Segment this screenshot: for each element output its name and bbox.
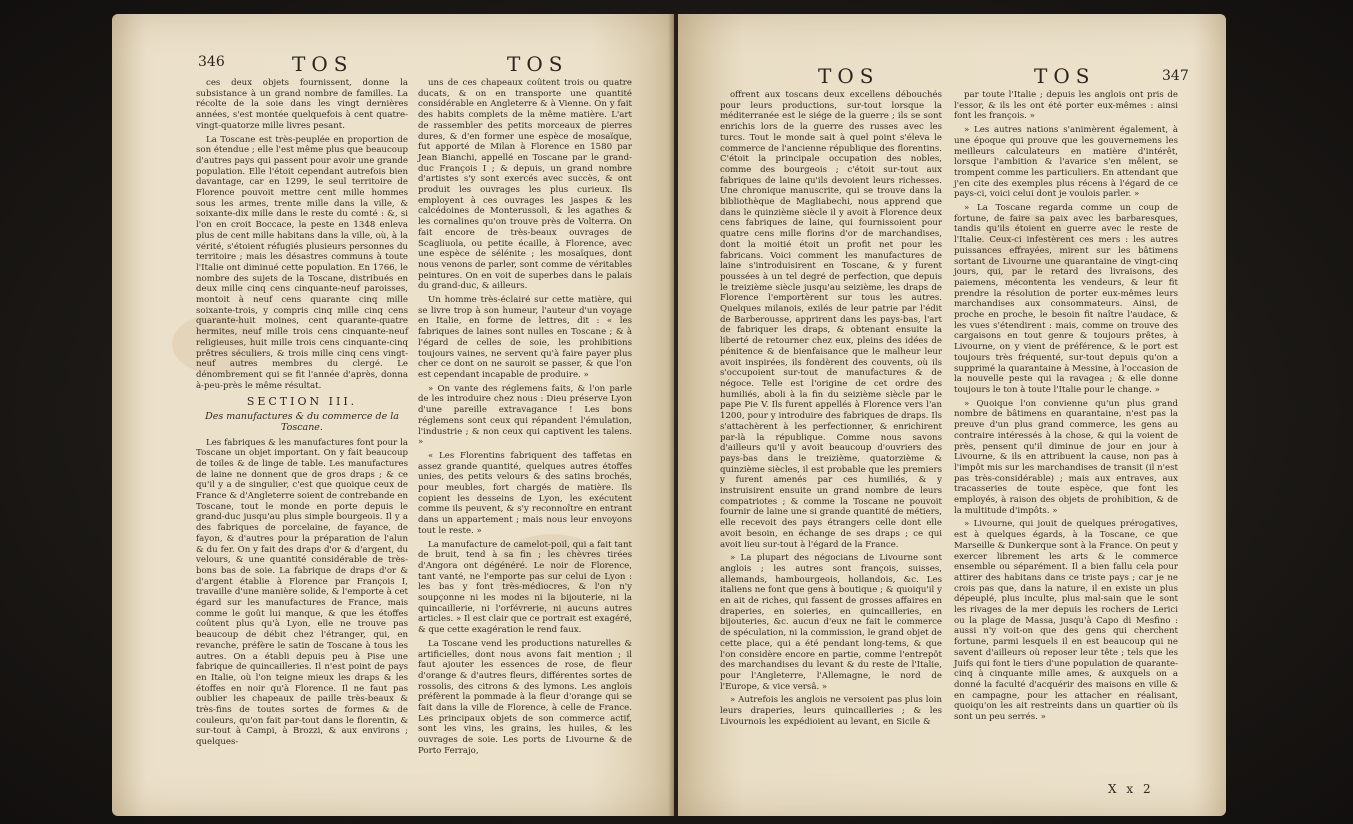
left-page-column-1 [196, 78, 408, 800]
paragraph: » Livourne, qui jouit de quelques prérogatives, est à quelques égards, à la Toscane, ce que Marseille & Dunkerque sont à la France. On peut y exercer librement les arts & le commerce ensemble ou séparément. Il a bien fallu cela pour attirer des habitans dans ce triste pays ; car je ne crois pas que, dans la nature, il en existe un plus dépeuplé, plus inculte, plus mal-sain que le sont les rivages de la mer depuis les rochers de Lerici ou la plage de Massa, jusqu'à Capo di Mesfino : aussi n'y voit-on que des gens qui cherchent fortune, parmi lesquels il en est beaucoup qui ne savent d'ailleurs où reposer leur tête ; tels que les Juifs qui font le tiers d'une population de quarante-cinq à cinquante mille ames, & auxquels on a donné la faculté d'acquérir des maisons en ville & en campagne, pour les attacher en réalisant, quoiqu'on les ait restreints dans un quartier où ils sont un peu serrés. » [954, 519, 1178, 723]
right-page-column-1 [720, 90, 942, 790]
section-subtitle: Des manufactures & du commerce de la Toscane. [205, 411, 399, 433]
running-head-col1: TOS [818, 64, 880, 88]
paragraph: Un homme très-éclairé sur cette matière, qui se livre trop à son humeur, l'auteur d'un voyage en Italie, en forme de lettres, dit : « les fabriques de laines sont nulles en Toscane ; & à l'égard de celles de soie, les prohibitions toujours vaines, ne servent qu'à faire payer plus cher ce dont on ne sauroit se passer, & que l'on est cependant incapable de produire. » [418, 295, 632, 380]
signature-mark: X x 2 [1108, 782, 1154, 796]
paragraph: ces deux objets fournissent, donne la subsistance à un grand nombre de familles. La récolte de la soie dans les vingt dernières années, s'est montée quelquefois à cent quatre-vingt-quatorze mille livres pesant. [196, 78, 408, 131]
paragraph: La Toscane vend les productions naturelles & artificielles, dont nous avons fait mention ; il faut ajouter les essences de rose, de fleur d'orange & d'autres fleurs, différentes sortes de rossolis, des citrons & des lymons. Les anglois préfèrent la pommade à la fleur d'orange qui se fait dans la ville de Florence, à celle de France. Les principaux objets de son commerce actif, sont les vins, les grains, les huiles, & les ouvrages de soie. Les ports de Livourne & de Porto Ferrajo, [418, 638, 632, 756]
paragraph: » On vante des réglemens faits, & l'on parle de les introduire chez nous : Dieu préserve Lyon d'une pareille extravagance ! Les bons réglemens sont ceux qui répandent l'émulation, l'industrie ; & non ceux qui captivent les talens. » [418, 383, 632, 448]
paragraph: offrent aux toscans deux excellens débouchés pour leurs productions, sur-tout lorsque la méditerranée est le siége de la guerre ; ils se sont enrichis lors de la guerre des russes avec les turcs. Tout le monde sait à quel point s'éleva le commerce de l'ancienne république des florentins. C'étoit la principale occupation des nobles, comme des bourgeois ; c'étoit sur-tout aux fabriques de laine qu'ils devoient leurs richesses. Une chronique manuscrite, qui se trouve dans la bibliothèque de Magliabechi, nous apprend que dans le quinzième siècle il y avoit à Florence deux cens fabriques de laine, qui fournissoient pour quatre cens mille florins d'or de marchandises, dont la moitié étoit un profit net pour les fabricans. Voici comment les manufactures de laine s'introduisirent en Toscane, & y furent poussées à un tel degré de perfection, que depuis le treizième siècle jusqu'au seizième, les draps de Florence l'emportèrent sur tous les autres. Quelques milanois, exilés de leur patrie par l'édit de Barberousse, apprirent dans les pays-bas, l'art de fabriquer les draps, & obtenant ensuite la liberté de retourner chez eux, pleins des idées de pénitence & de bienfaisance que le malheur leur avoit inspirées, ils fondèrent des couvents, où ils s'occupoient sur-tout de manufactures & de négoce. Telle est l'origine de cet ordre des humiliés, aboli à la fin du seizième siècle par le pape Pie V. Ils furent appellés à Florence vers l'an 1200, pour y introduire des fabriques de draps. Ils s'attachèrent à les perfectionner, & enrichirent par-là la république. Comme nous savons d'ailleurs qu'il y avoit beaucoup d'ouvriers des pays-bas dans le treizième, quatorzième & quinzième siècles, il est probable que les premiers y furent amenés par ces humiliés, & y instruisirent ensuite un grand nombre de leurs compatriotes ; & comme la Toscane ne pouvoit fournir de laine une si grande quantité de métiers, elle recevoit des pays étrangers celle dont elle avoit besoin, en échange de ses draps ; ce qui avoit lieu sur-tout à l'égard de la France. [720, 90, 942, 550]
paragraph: » Autrefois les anglois ne versoient pas plus loin leurs draperies, leurs quincailleries ; & les Livournois les expédioient au levant, en Sicile & [720, 695, 942, 727]
running-head-col2: TOS [507, 52, 569, 76]
paragraph: » Quoique l'on convienne qu'un plus grand nombre de bâtimens en quarantaine, n'est pas la preuve d'un plus grand commerce, les gens au contraire intéressés à la chose, & qui la voient de près, pensent qu'il diminue de jour en jour à Livourne, & ils en attribuent la cause, non pas à l'impôt mis sur les marchandises de transit (il n'est pas très-considérable) ; mais aux entraves, aux tracasseries de toute espèce, que font les employés, à raison des objets de prohibition, & de la multitude d'impôts. » [954, 398, 1178, 516]
paragraph: La Toscane est très-peuplée en proportion de son étendue ; elle l'est même plus que beaucoup d'autres pays qui passent pour avoir une grande population. Elle l'étoit cependant autrefois bien davantage, car en 1299, le seul territoire de Florence pouvoit mettre cent mille hommes sous les armes, trente mille dans la ville, & soixante-dix mille dans le reste du comté : &, si l'on en croit Boccace, la peste en 1348 enleva plus de cent mille habitans dans la ville, où, à la vérité, s'étoient réfugiés plusieurs personnes du territoire ; mais les désastres communs à toute l'Italie ont diminué cette population. En 1766, le nombre des sujets de la Toscane, distribués en deux mille cinq cens cinquante-neuf paroisses, montoit à neuf cens quarante cinq mille soixante-trois, y compris cinq mille cinq cens quarante-huit moines, cent quarante-quatre hermites, neuf mille trois cens cinquante-neuf religieuses, huit mille trois cens cinquante-cinq prêtres séculiers, & trois mille cinq cens vingt-neuf autres membres du clergé. Le dénombrement qui se fit l'année d'après, donna à-peu-près le même résultat. [196, 134, 408, 391]
page-number: 346 [198, 54, 225, 70]
running-head: TOS [292, 52, 354, 76]
paragraph: » La plupart des négocians de Livourne sont anglois ; les autres sont françois, suisses, allemands, hambourgeois, hollandois, &c. Les italiens ne font que gens à boutique ; & quoiqu'il y en ait de riches, qui fassent de grosses affaires en draperies, en soieries, en quincailleries, en bijouteries, &c. aucun d'eux ne fait le commerce de spéculation, ni la commission, le grand objet de cette place, qui a été pendant long-tems, & que l'on considère encore en partie, comme l'entrepôt des marchandises du levant & du reste de l'Italie, pour l'Angleterre, l'Allemagne, le nord de l'Europe, & vice versâ. » [720, 553, 942, 692]
paragraph: » La Toscane regarda comme un coup de fortune, de faire sa paix avec les barbaresques, tandis qu'ils étoient en guerre avec le reste de l'Italie. Ceux-ci infestèrent ces mers : les autres puissances effrayées, mirent sur les bâtimens sortant de Livourne une quarantaine de vingt-cinq jours, qui, par le retard des livraisons, des paiemens, mécontenta les vendeurs, & leur fit prendre la résolution de porter eux-mêmes leurs marchandises aux consommateurs. Ainsi, de proche en proche, le besoin fit naître l'audace, & les vues s'étendirent : mais, comme on trouve des cargaisons en tout genre & toujours prêtes, à Livourne, on y vient de préférence, & le port est toujours très fréquenté, sur-tout depuis qu'on a supprimé la quarantaine à Messine, à l'occasion de la nouvelle peste qui la ravagea ; & elle donne toujours le ton à toute l'Italie pour le change. » [954, 203, 1178, 395]
left-page-column-2 [418, 78, 632, 800]
right-page-column-2 [954, 90, 1178, 780]
paragraph: uns de ces chapeaux coûtent trois ou quatre ducats, & on en transporte une quantité considérable en Angleterre & à Vienne. On y fait des habits complets de la même matière. L'art de rassembler des petits morceaux de pierres dures, & d'en former une espèce de mosaïque, fut apporté de Milan à Florence en 1580 par Jean Bianchi, appellé en Toscane par le grand-duc François I ; & depuis, un grand nombre d'artistes s'y sont exercés avec succès, & ont produit les ouvrages les plus curieux. Ils employent à ces ouvrages les jaspes & les calcédoines de Monterussoli, & les agathes & les cornalines qu'on trouve près de Volterra. On fait encore de très-beaux ouvrages de Scagliuola, ou petite écaille, à Florence, avec une espèce de sélénite ; les mosaïques, dont nous venons de parler, sont comme de véritables peintures. On en voit de superbes dans le palais du grand-duc, & ailleurs. [418, 78, 632, 292]
section-title: SECTION III. [246, 395, 358, 409]
paragraph: Les fabriques & les manufactures font pour la Toscane un objet important. On y fait beaucoup de toiles & de linge de table. Les manufactures de laine ne donnent que de gros draps ; & ce qu'il y a de singulier, c'est que quoique ceux de France & d'Angleterre soient de contrebande en Toscane, tout le monde en porte depuis le grand-duc jusqu'au plus simple bourgeois. Il y a des fabriques de porcelaine, de fayance, de fayon, & d'autres pour la préparation de l'alun & du fer. On y fait des draps d'or & d'argent, du velours, & une quantité considérable de très-bons bas de soie. La fabrique de draps d'or & d'argent établie à Florence par François I, travaille d'une manière solide, & l'emporte à cet égard sur les manufactures de France, mais comme le goût lui manque, & que les étoffes coûtent plus qu'à Lyon, elle ne trouve pas beaucoup de débit chez l'étranger, qui, en revanche, préfère le satin de Toscane à tous les autres. On a établi depuis peu à Pise une fabrique de quincailleries. Il n'est point de pays en Italie, où l'on teigne mieux les draps & les étoffes en noir qu'à Florence. Il ne faut pas oublier les chapeaux de paille très-beaux & très-fins de toutes sortes de formes & de couleurs, qu'on fait par-tout dans le florentin, & sur-tout à Campi, à Brozzi, & aux environs ; quelques- [196, 437, 408, 748]
paragraph: La manufacture de camelot-poil, qui a fait tant de bruit, tend à sa fin ; les chèvres tirées d'Angora ont dégénéré. Le noir de Florence, tant vanté, ne l'emporte pas sur celui de Lyon : les bas y font très-médiocres, & l'on n'y soupçonne ni les modes ni la bijouterie, ni la quincaillerie, ni l'orfévrerie, ni aucuns autres articles. » Il est clair que ce portrait est exagéré, & que cette exagération le rend faux. [418, 539, 632, 636]
paragraph: par toute l'Italie ; depuis les anglois ont pris de l'essor, & ils les ont été porter eux-mêmes : ainsi font les françois. » [954, 90, 1178, 122]
left-page [112, 14, 674, 816]
paragraph: « Les Florentins fabriquent des taffetas en assez grande quantité, quelques autres étoffes unies, des petits velours & des satins brochés, pour meubles, fort chargés de matière. Ils copient les desseins de Lyon, les exécutent comme ils peuvent, & s'y reconnoître en entrant dans un appartement ; mais nous leur envoyons tout le reste. » [418, 450, 632, 536]
page-number: 347 [1162, 68, 1189, 84]
paragraph: » Les autres nations s'animèrent également, à une époque qui prouve que les gouvernemens les meilleurs calculateurs en matière d'intérêt, lorsque l'ambition & l'avarice s'en mêlent, se trompent comme les particuliers. En attendant que j'en cite des exemples plus récens à l'égard de ce pays-ci, voici celui dont je voulois parler. » [954, 125, 1178, 200]
right-page [678, 14, 1226, 816]
running-head: TOS [1034, 64, 1096, 88]
